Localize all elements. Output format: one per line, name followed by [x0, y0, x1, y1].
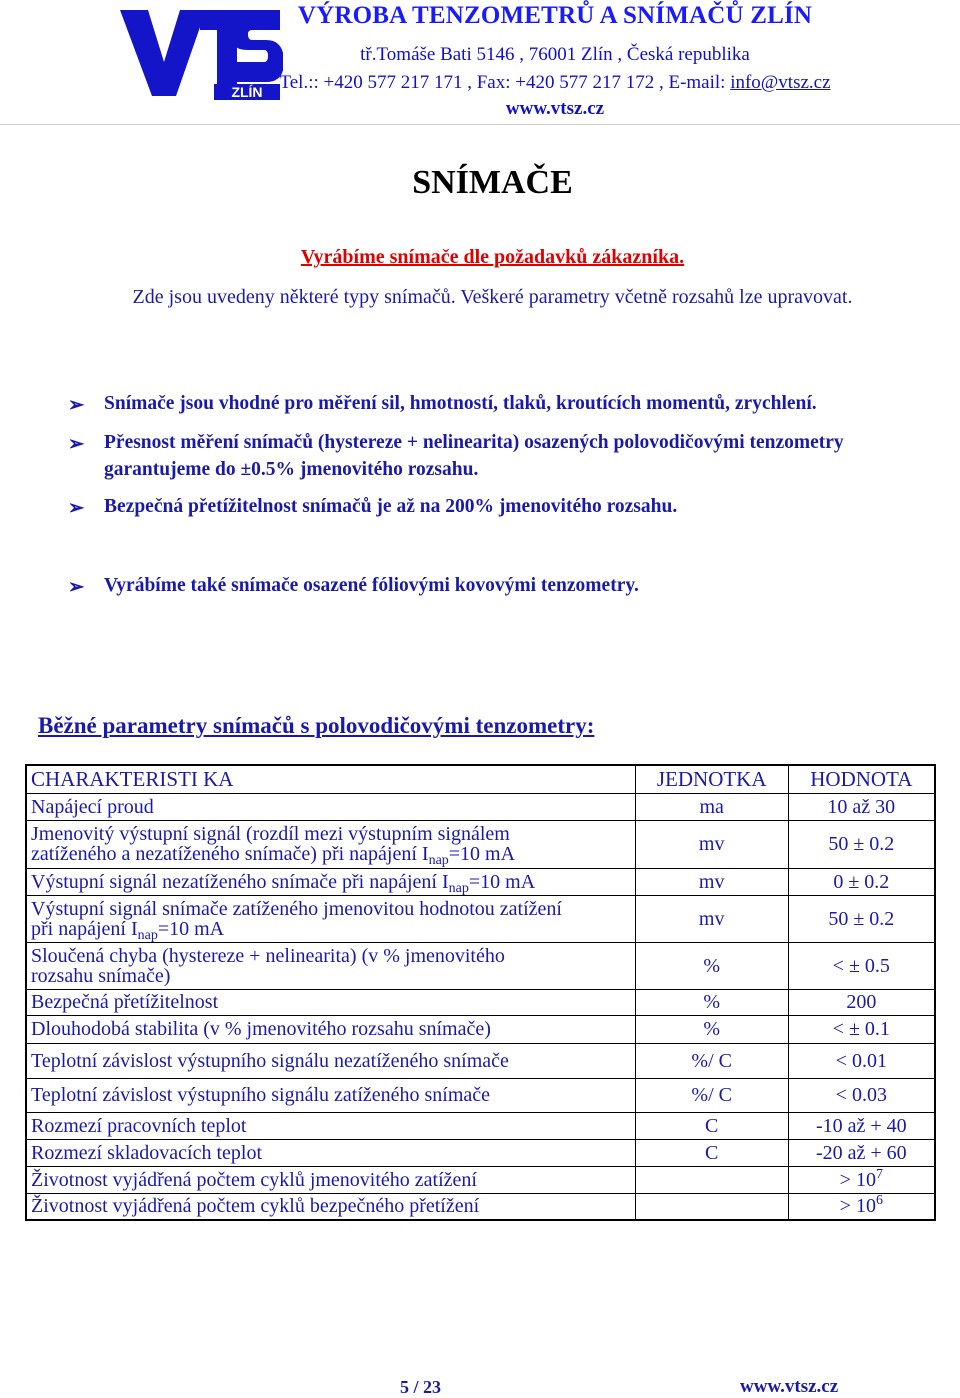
email-link[interactable]: info@vtsz.cz — [730, 72, 831, 93]
table-row — [26, 895, 935, 942]
cell-value: -20 až + 60 — [788, 1139, 935, 1166]
cell-value: 200 — [788, 989, 935, 1015]
footer-website-link[interactable]: www.vtsz.cz — [740, 1376, 839, 1397]
header-characteristic: CHARAKTERISTI KA — [26, 765, 635, 793]
table-row — [26, 989, 935, 1015]
subscript: nap — [448, 880, 469, 896]
arrow-bullet-icon: ➢ — [68, 395, 85, 416]
header-divider — [0, 124, 960, 125]
cell-line: zatíženého a nezatíženého snímače) při napájení I — [31, 843, 429, 865]
cell-characteristic: Dlouhodobá stabilita (v % jmenovitého rozsahu snímače) — [26, 1015, 635, 1043]
bullet-text: Snímače jsou vhodné pro měření sil, hmotností, tlaků, kroutících momentů, zrychlení. — [104, 393, 817, 414]
parameters-table — [25, 764, 936, 1221]
cell-line: Jmenovitý výstupní signál (rozdíl mezi výstupním signálem — [31, 823, 510, 845]
table-row — [26, 1078, 935, 1112]
cell-unit: mv — [635, 820, 788, 868]
table-row — [26, 1043, 935, 1078]
company-address: tř.Tomáše Bati 5146 , 76001 Zlín , Česká republika — [360, 44, 750, 65]
bullet-text-continued: garantujeme do ±0.5% jmenovitého rozsahu. — [104, 459, 479, 480]
arrow-bullet-icon: ➢ — [68, 577, 85, 598]
cell-unit: mv — [635, 868, 788, 895]
cell-unit: mv — [635, 895, 788, 942]
company-contact — [160, 72, 950, 94]
cell-value: 10 až 30 — [788, 793, 935, 820]
cell-line: Výstupní signál nezatíženého snímače při napájení I — [31, 870, 449, 893]
cell-characteristic: Napájecí proud — [26, 793, 635, 820]
cell-value: < ± 0.1 — [788, 1015, 935, 1043]
cell-value: < 0.01 — [788, 1043, 935, 1078]
cell-characteristic: Teplotní závislost výstupního signálu nezatíženého snímače — [26, 1043, 635, 1078]
arrow-bullet-icon: ➢ — [68, 498, 85, 519]
cell-characteristic: Životnost vyjádřená počtem cyklů jmenovitého zatížení — [26, 1166, 635, 1193]
cell-characteristic: Bezpečná přetížitelnost — [26, 989, 635, 1015]
cell-characteristic: Rozmezí skladovacích teplot — [26, 1139, 635, 1166]
cell-value: 50 ± 0.2 — [788, 820, 935, 868]
subscript: nap — [137, 927, 158, 943]
cell-unit — [635, 1166, 788, 1193]
cell-line: Sloučená chyba (hystereze + nelinearita) (v % jmenovitého — [31, 944, 505, 967]
subscript: nap — [428, 853, 449, 868]
section-title: Běžné parametry snímačů s polovodičovými tenzometry: — [38, 713, 595, 738]
contact-phones: Tel.:: +420 577 217 171 , Fax: +420 577 217 172 , E-mail: — [279, 72, 731, 93]
table-row — [26, 1193, 935, 1220]
website-link[interactable]: www.vtsz.cz — [505, 98, 605, 119]
cell-unit: % — [635, 942, 788, 989]
page-number: 5 / 23 — [400, 1377, 442, 1397]
cell-unit: ma — [635, 793, 788, 820]
cell-value: 50 ± 0.2 — [788, 895, 935, 942]
cell-value: < 0.03 — [788, 1078, 935, 1112]
cell-unit: %/ C — [635, 1078, 788, 1112]
cell-characteristic: Životnost vyjádřená počtem cyklů bezpečného přetížení — [26, 1193, 635, 1220]
intro-red: Vyrábíme snímače dle požadavků zákazníka. — [300, 246, 685, 268]
cell-characteristic: Rozmezí pracovních teplot — [26, 1112, 635, 1139]
table-row — [26, 793, 935, 820]
logo-subtext: ZLÍN — [231, 84, 263, 100]
cell-characteristic: Teplotní závislost výstupního signálu zatíženého snímače — [26, 1078, 635, 1112]
cell-unit: %/ C — [635, 1043, 788, 1078]
cell-line: =10 mA — [468, 870, 536, 893]
cell-unit: % — [635, 989, 788, 1015]
table-row — [26, 942, 935, 989]
company-name: VÝROBA TENZOMETRŮ A SNÍMAČŮ ZLÍN — [297, 2, 813, 29]
page-title: SNÍMAČE — [412, 164, 573, 201]
header-unit: JEDNOTKA — [635, 765, 788, 793]
table-row — [26, 868, 935, 895]
intro-blue: Zde jsou uvedeny některé typy snímačů. Veškeré parametry včetně rozsahů lze upravovat. — [132, 286, 853, 308]
cell-unit: % — [635, 1015, 788, 1043]
cell-line: Výstupní signál snímače zatíženého jmenovitou hodnotou zatížení — [31, 897, 562, 920]
bullet-text: Vyrábíme také snímače osazené fóliovými kovovými tenzometry. — [104, 575, 639, 596]
value-base: > 10 — [839, 1195, 876, 1218]
cell-characteristic — [26, 868, 635, 895]
table-row — [26, 820, 935, 868]
cell-value: < ± 0.5 — [788, 942, 935, 989]
table-row — [26, 1139, 935, 1166]
bullet-text: Bezpečná přetížitelnost snímačů je až na 200% jmenovitého rozsahu. — [104, 496, 678, 517]
cell-line: =10 mA — [448, 843, 516, 865]
value-exponent: 7 — [875, 1166, 883, 1182]
cell-characteristic — [26, 895, 635, 942]
cell-value — [788, 1166, 935, 1193]
cell-value — [788, 1193, 935, 1220]
table-row — [26, 1015, 935, 1043]
cell-line: =10 mA — [157, 917, 225, 940]
cell-unit: C — [635, 1112, 788, 1139]
cell-value: -10 až + 40 — [788, 1112, 935, 1139]
header-value: HODNOTA — [788, 765, 935, 793]
cell-characteristic — [26, 942, 635, 989]
cell-characteristic — [26, 820, 635, 868]
bullet-text: Přesnost měření snímačů (hystereze + nelinearita) osazených polovodičovými tenzometry — [104, 432, 844, 453]
cell-value: 0 ± 0.2 — [788, 868, 935, 895]
value-exponent: 6 — [875, 1193, 883, 1209]
table-header-row — [26, 765, 935, 793]
cell-line: rozsahu snímače) — [31, 964, 171, 987]
cell-line: při napájení I — [31, 917, 138, 940]
table-row — [26, 1166, 935, 1193]
cell-unit — [635, 1193, 788, 1220]
arrow-bullet-icon: ➢ — [68, 434, 85, 455]
value-base: > 10 — [839, 1168, 876, 1191]
table-row — [26, 1112, 935, 1139]
cell-unit: C — [635, 1139, 788, 1166]
